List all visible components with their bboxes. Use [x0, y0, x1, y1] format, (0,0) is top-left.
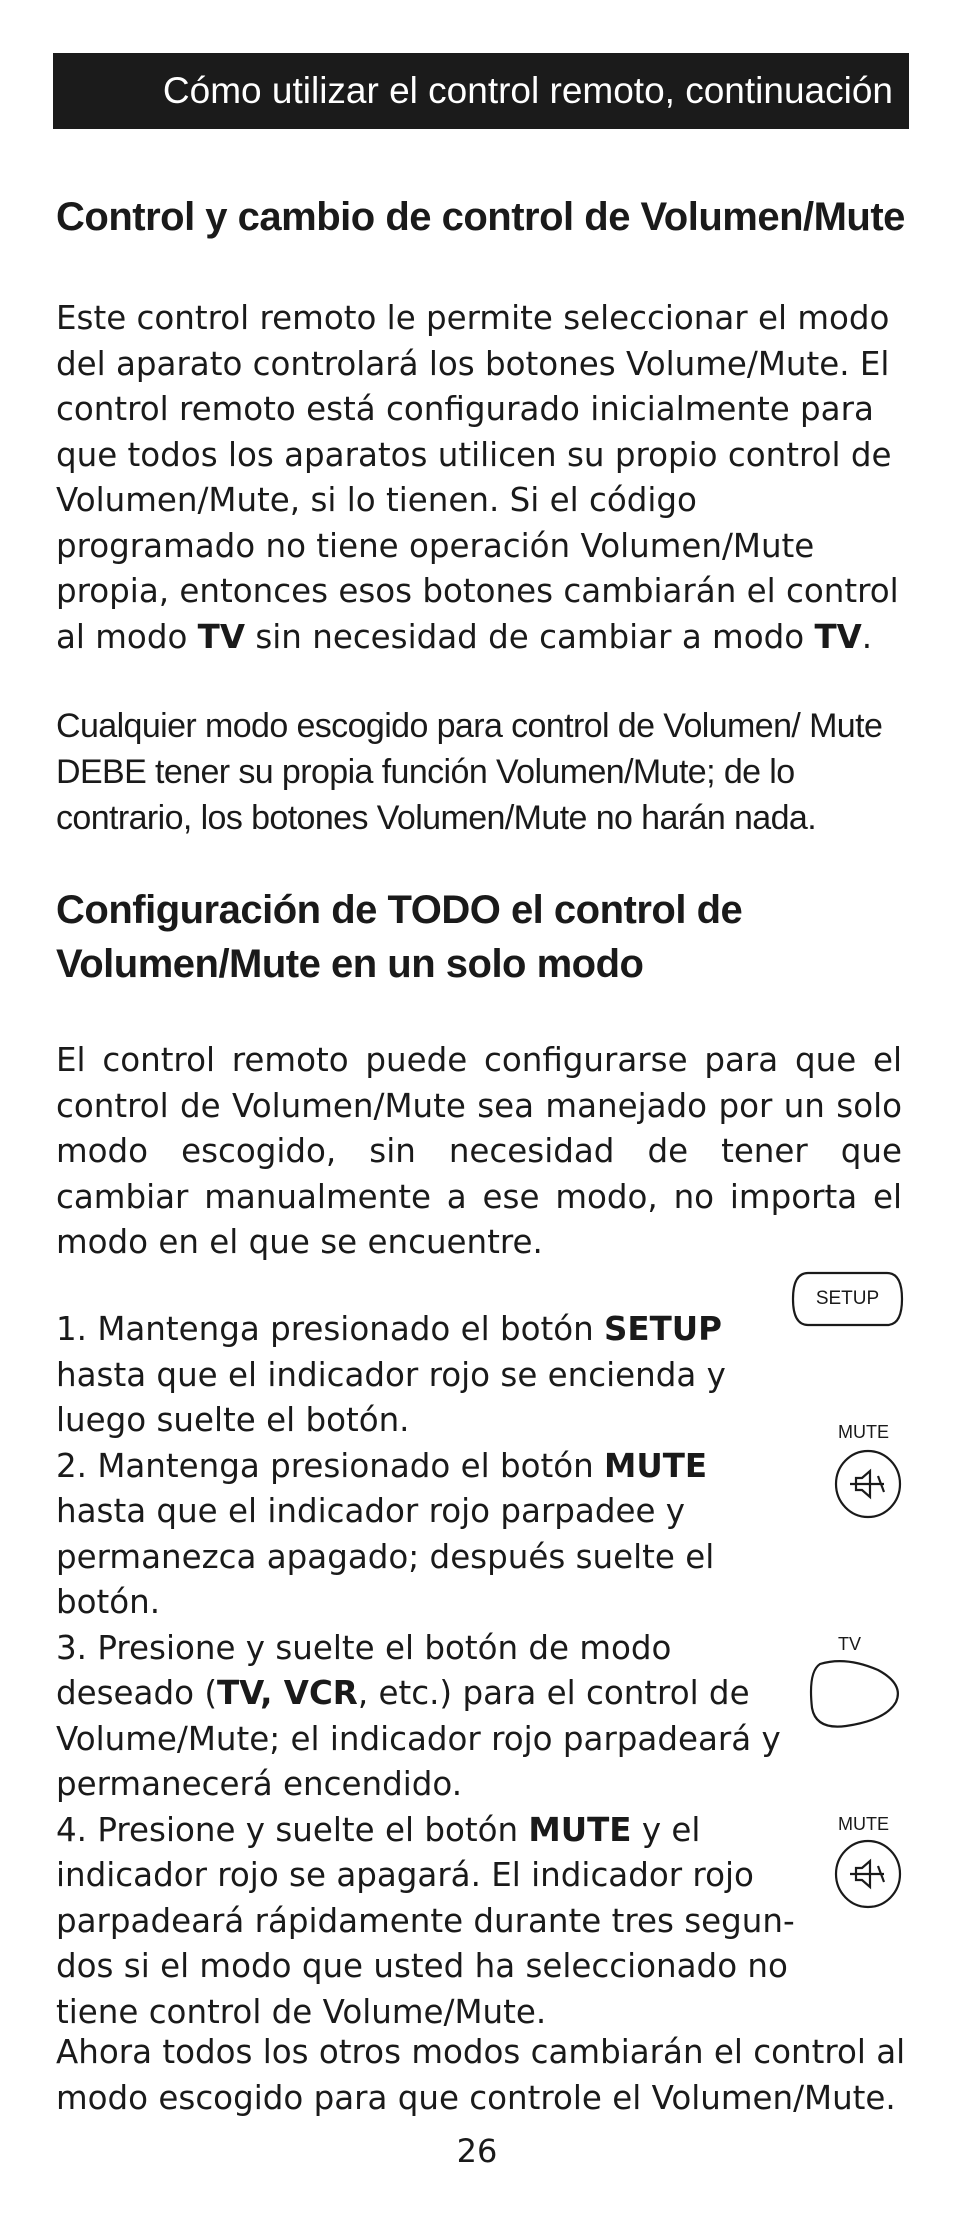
- tv-button-shape: [806, 1658, 906, 1734]
- mute-icon: [832, 1836, 908, 1912]
- tv-button-label: TV: [838, 1634, 862, 1654]
- page-number: 26: [456, 2132, 498, 2170]
- bold-tv: TV: [197, 617, 245, 656]
- text: 2. Mantenga presionado el botón: [56, 1446, 605, 1485]
- text: 1. Mantenga presionado el botón: [56, 1310, 605, 1348]
- section-header-bar: [53, 53, 909, 129]
- text: hasta que el indicador rojo parpadee y permanezca apagado; después suelte el botón.: [56, 1492, 715, 1621]
- bold-setup: SETUP: [604, 1310, 723, 1348]
- step-item: [56, 1626, 801, 1808]
- mute-button-label: MUTE: [838, 1422, 889, 1442]
- section-header-title: Cómo utilizar el control remoto, continuación: [162, 70, 893, 111]
- bold-tv-vcr: TV, VCR: [217, 1674, 358, 1712]
- bold-tv: TV: [814, 617, 862, 656]
- paragraph-volume-mute-warning: Cualquier modo escogido para control de Volumen/ Mute DEBE tener su propia función Volumen/Mute; de lo contrario, los botones Volumen/Mute no harán nada.: [56, 707, 883, 837]
- text: 3. Presione y suelte el botón de modo deseado (: [56, 1628, 672, 1712]
- mute-button-label: MUTE: [838, 1814, 889, 1834]
- heading-volume-mute-control: Control y cambio de control de Volumen/Mute: [56, 195, 905, 239]
- text: sin necesidad de cambiar a modo: [245, 617, 815, 656]
- mute-icon: [832, 1446, 908, 1522]
- bold-mute: MUTE: [604, 1446, 708, 1485]
- text: 4. Presione y suelte el botón: [56, 1810, 529, 1849]
- text: .: [861, 617, 873, 656]
- bold-mute: MUTE: [528, 1810, 632, 1849]
- heading-all-volume-mute-one-mode: Configuración de TODO el control de Volumen/Mute en un solo modo: [56, 888, 743, 986]
- text: , etc.) para el control de Volume/Mute; el indicador rojo parpadeará y permanecerá encendido.: [56, 1674, 781, 1803]
- steps-list: [56, 1307, 801, 2035]
- step-item: [56, 1808, 801, 2036]
- step-item: [56, 1307, 801, 1444]
- step-item: [56, 1444, 801, 1626]
- text: y el indicador rojo se apagará. El indicador rojo parpadeará rápidamente durante tres segun-dos si el modo que usted ha seleccionado no tiene control de Volume/Mute.: [56, 1810, 795, 2031]
- paragraph-one-mode-intro: El control remoto puede configurarse para que el control de Volumen/Mute sea manejado por un solo modo escogido, sin necesidad de tener que cambiar manualmente a ese modo, no importa el modo en el que se encuentre.: [56, 1041, 902, 1261]
- text: Este control remoto le permite seleccionar el modo del aparato controlará los botones Volume/Mute. El control remoto está configurado inicialmente para que todos los aparatos utilicen su propio control de Volumen/Mute, si lo tienen. Si el código programado no tiene operación Volumen/Mute propia, entonces esos botones cambiarán el control al modo: [56, 299, 899, 656]
- paragraph-closing: Ahora todos los otros modos cambiarán el control al modo escogido para que controle el Volumen/Mute.: [56, 2033, 906, 2117]
- paragraph-volume-mute-intro: [56, 296, 906, 660]
- setup-button-label: SETUP: [815, 1288, 880, 1309]
- setup-button-illustration: [790, 1270, 905, 1328]
- text: hasta que el indicador rojo se encienda y luego suelte el botón.: [56, 1355, 726, 1439]
